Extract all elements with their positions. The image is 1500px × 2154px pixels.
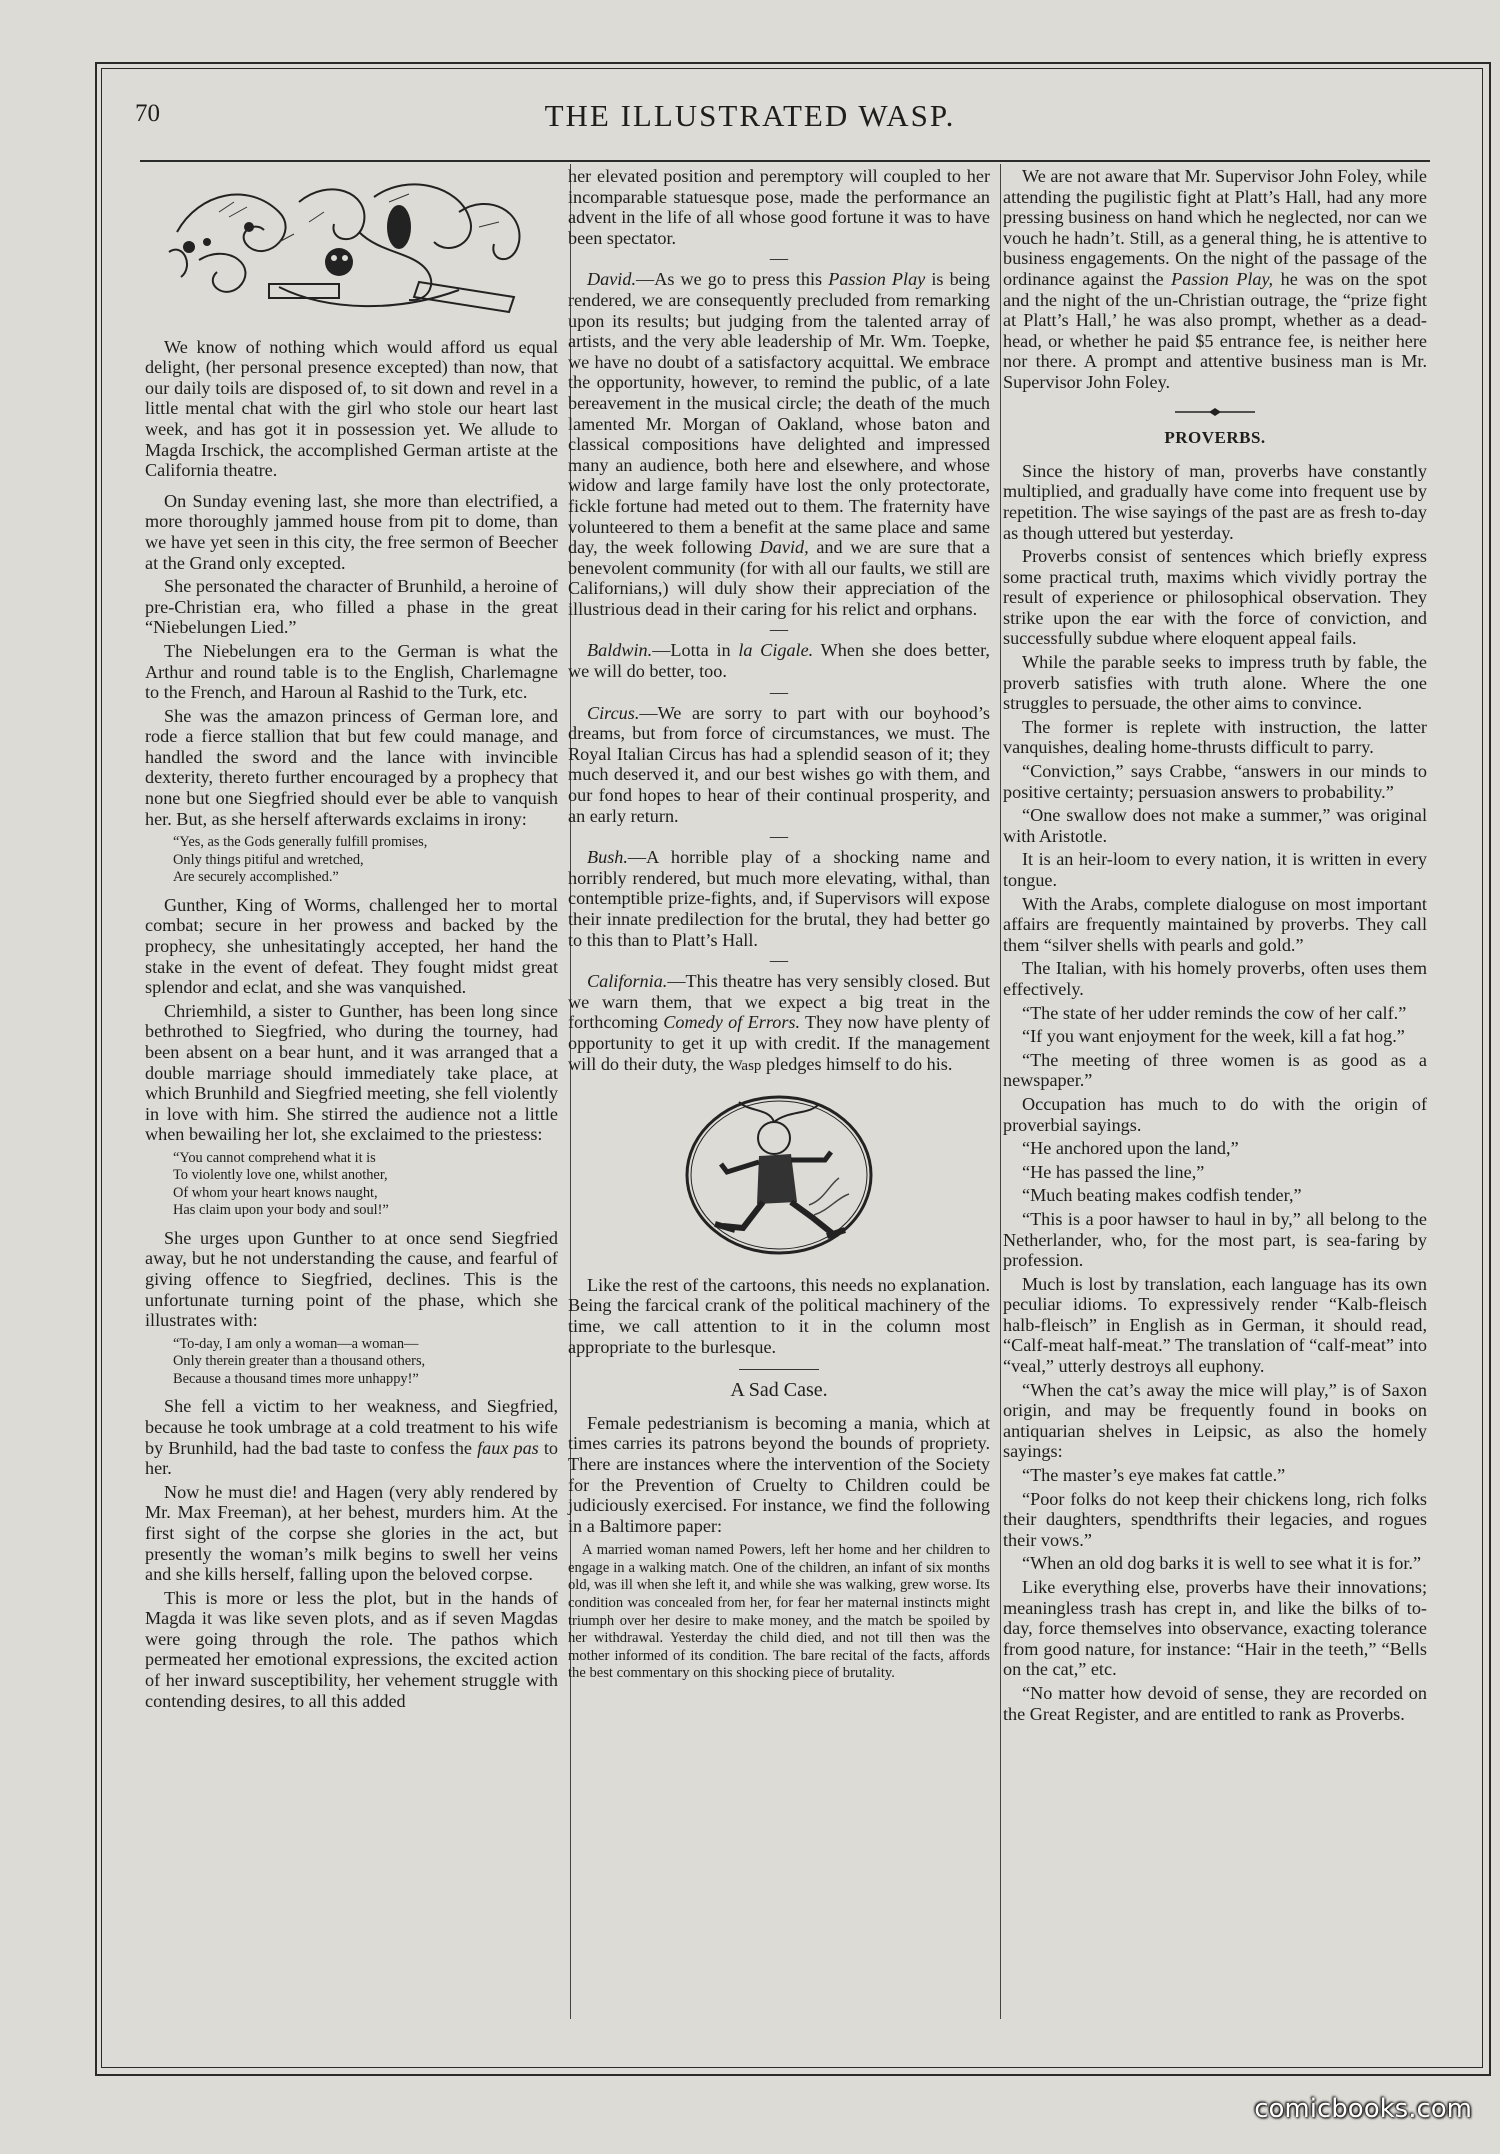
article-paragraph: It is an heir-loom to every nation, it is written in every tongue.: [1003, 849, 1427, 890]
article-paragraph: She fell a victim to her weakness, and Siegfried, because he took umbrage at a cold treatment to his wife by Brunhild, had the bad taste to confess the faux pas to her.: [145, 1396, 558, 1479]
article-paragraph: “The master’s eye makes fat cattle.”: [1022, 1465, 1286, 1486]
masthead-title: THE ILLUSTRATED WASP.: [544, 98, 956, 133]
poem-quote: “You cannot comprehend what it is To violently love one, whilst another, Of whom your heart knows naught, Has claim upon your body and soul!”: [173, 1149, 389, 1219]
article-paragraph: “The state of her udder reminds the cow of her calf.”: [1022, 1002, 1407, 1023]
divider: [739, 1369, 819, 1370]
poem-quote: “Yes, as the Gods generally fulfill promises, Only things pitiful and wretched, Are securely accomplished.”: [173, 834, 428, 886]
article-paragraph: “When an old dog barks it is well to see what it is for.”: [1022, 1553, 1422, 1574]
article-paragraph: “No matter how devoid of sense, they are recorded on the Great Register, and are entitled to rank as Proverbs.: [1003, 1682, 1427, 1724]
article-paragraph: “Conviction,” says Crabbe, “answers in our minds to positive certainty; persuasion answers to probability.”: [1003, 761, 1427, 802]
article-paragraph: Like everything else, proverbs have their innovations; meaningless trash has crept in, and like the bilks of to-day, force themselves into observance, exacting tolerance from good nature, for instance: “Hair in the teeth,” “Bells on the cat,” etc.: [1003, 1577, 1427, 1680]
article-paragraph: Since the history of man, proverbs have constantly multiplied, and gradually have come into frequent use by repetition. The wise sayings of the past are as fresh to-day as though uttered but yesterday.: [1003, 460, 1427, 543]
article-paragraph: We are not aware that Mr. Supervisor John Foley, while attending the pugilistic fight at Platt’s Hall, had any more pressing business on hand which he neglected, nor can we vouch he hadn’t. Still, as a general thing, he is attentive to business engagements. On the night of the passage of the ordinance against the Passion Play, he was on the spot and the night of the un-Christian outrage, the “prize fight at Platt’s Hall,’ he was also prompt, whether as a dead-head, or whether he paid $5 entrance fee, is neither here nor there. A prompt and attentive business man is Mr. Supervisor John Foley.: [1003, 166, 1427, 392]
section-dash: —: [769, 826, 789, 847]
column-rule-2: [1000, 164, 1001, 2019]
section-heading: A Sad Case.: [730, 1379, 828, 1402]
column-3: [1003, 166, 1427, 1727]
article-paragraph: Occupation has much to do with the origin of proverbial sayings.: [1003, 1093, 1427, 1135]
article-paragraph: She was the amazon princess of German lore, and rode a fierce stallion that but few could manage, and handled the sword and the lance with invincible dexterity, thereto further encouraged by a prophecy that none but one Siegfried should ever be able to vanquish her. But, as she herself afterwards exclaims in irony:: [145, 705, 558, 829]
column-2: [568, 166, 990, 1689]
article-paragraph: This is more or less the plot, but in the hands of Magda it was like seven plots, and as if seven Magdas were going through the role. The pathos which permeated her emotional expressions, the excited action of her inward susceptibility, her vehement struggle with contending desires, to all this added: [145, 1587, 558, 1711]
column-1: [145, 166, 558, 1714]
article-paragraph: her elevated position and peremptory will coupled to her incomparable statuesque pose, made the performance an advent in the life of all whose good fortune it was to have been spectator.: [568, 166, 990, 248]
article-paragraph: She urges upon Gunther to at once send Siegfried away, but he not understanding the cause, and fearful of giving offence to Siegfried, declines. This is the unfortunate turning point of the phase, which she illustrates with:: [145, 1227, 558, 1331]
section-dash: —: [769, 619, 789, 640]
article-paragraph: Now he must die! and Hagen (very ably rendered by Mr. Max Freeman), at her behest, murders him. At the first sight of the corpse she glories in the act, but presently the woman’s milk begins to swell her veins and she kills herself, falling upon the beloved corpse.: [145, 1481, 558, 1585]
cartoon-running-man-icon: [568, 1090, 990, 1265]
theatre-note-bush: Bush.—A horrible play of a shocking name and horribly rendered, but much more elevating, withal, than contemptible prize-fights, and, if Supervisors will expose their innate predilection for the brutal, they had better go to this than to Platt’s Hall.: [568, 847, 990, 950]
article-paragraph: Gunther, King of Worms, challenged her to mortal combat; secure in her prowess and backed by the prophecy, she unhesitatingly accepted, her hand the stake in the event of defeat. They fought midst great splendor and eclat, and she was vanquished.: [145, 894, 558, 998]
article-paragraph: The former is replete with instruction, the latter vanquishes, dealing home-thrusts difficult to parry.: [1003, 716, 1427, 758]
article-paragraph: “This is a poor hawser to haul in by,” all belong to the Netherlander, who, for the most part, is sea-faring by profession.: [1003, 1208, 1427, 1271]
cartoon-caption: Like the rest of the cartoons, this needs no explanation. Being the farcical crank of the political machinery of the time, we call attention to it in the column most appropriate to the burlesque.: [568, 1274, 990, 1357]
article-paragraph: With the Arabs, complete dialoguse on most important affairs are frequently maintained by proverbs. They call them “silver shells with pearls and gold.”: [1003, 893, 1427, 955]
article-paragraph: We know of nothing which would afford us equal delight, (her personal presence excepted) than now, that our daily toils are disposed of, to sit down and revel in a little mental chat with the girl who stole our heart last week, and has got it in possession yet. We allude to Magda Irschick, the accomplished German artiste at the California theatre.: [145, 336, 558, 481]
watermark: comicbooks.com: [1254, 2094, 1472, 2124]
article-paragraph: Proverbs consist of sentences which briefly express some practical truth, maxims which vividly portray the result of experience or philosophical observation. They strike upon the ear with the force of conviction, and successfully subdue where eloquent appeal fails.: [1003, 546, 1427, 649]
quoted-excerpt: A married woman named Powers, left her home and her children to engage in a walking match. One of the children, an infant of six months old, was ill when she left it, and while she was walking, grew worse. Its condition was concealed from her, for fear her maternal instincts might triumph over her desire to make money, and the match be spoiled by her withdrawal. Yesterday the child died, and not till then was the mother informed of its condition. The bare recital of the facts, affords the best commentary on this shocking piece of brutality.: [568, 1542, 990, 1682]
theatre-note-circus: Circus.—We are sorry to part with our boyhood’s dreams, but from force of circumstances, we must. The Royal Italian Circus has had a splendid season of it; they much deserved it, and our best wishes go with them, and our fond hopes to hear of their continual prosperity, and an early return.: [568, 702, 990, 826]
article-paragraph: “Much beating makes codfish tender,”: [1022, 1185, 1302, 1206]
article-paragraph: Much is lost by translation, each language has its own peculiar idioms. To expressively render “Kalb-fleisch halb-fleisch” in English as in German, it should read, “Calf-meat half-meat.” The translation of “calf-meat” into “veal,” utterly destroys all euphony.: [1003, 1273, 1427, 1377]
section-dash: —: [769, 950, 789, 971]
section-dash: —: [769, 681, 789, 702]
article-paragraph: On Sunday evening last, she more than electrified, a more thoroughly jammed house from pit to dome, than we have yet seen in this city, the free sermon of Beecher at the Grand only excepted.: [145, 490, 558, 573]
article-paragraph: “If you want enjoyment for the week, kill a fat hog.”: [1022, 1026, 1405, 1047]
ornament-headpiece-icon: [139, 172, 558, 329]
article-paragraph: The Niebelungen era to the German is what the Arthur and round table is to the English, Charlemagne to the French, and Haroun al Rashid to the Turk, etc.: [145, 640, 558, 703]
article-paragraph: Chriemhild, a sister to Gunther, has been long since bethrothed to Siegfried, who during the tourney, had been absent on a bear hunt, and it was arranged that a double marriage should immediately take place, at which Brunhild and Siegfried meeting, she fell violently in love with him. She stirred the audience not a little when bewailing her lot, she exclaimed to the priestess:: [145, 1000, 558, 1145]
article-paragraph: Female pedestrianism is becoming a mania, which at times carries its patrons beyond the bounds of propriety. There are instances where the intervention of the Society for the Prevention of Cruelty to Children could be judiciously exercised. For instance, we find the following in a Baltimore paper:: [568, 1412, 990, 1536]
article-paragraph: “Poor folks do not keep their chickens long, rich folks their daughters, spendthrifts their legacies, and rogues their vows.”: [1003, 1488, 1427, 1550]
theatre-note-david: David.—As we go to press this Passion Play is being rendered, we are consequently precluded from remarking upon its results; but judging from the talented array of artists, and the very able leadership of Mr. Wm. Toepke, we have no doubt of a satisfactory acquittal. We embrace the opportunity, however, to remind the public, of a late bereavement in the musical circle; the death of the much lamented Mr. Morgan of Oakland, whose baton and classical compositions have delighted and impressed many an audience, both here and elsewhere, and whose widow and large family have lost the only protectorate, fickle fortune had meted out to them. The fraternity have volunteered to them a benefit at the same place and same day, the week following David, and we are sure that a benevolent community (for with all our faults, we still are Californians,) will duly show their appreciation of the illustrious dead in their caring for his relict and orphans.: [568, 269, 990, 619]
article-paragraph: She personated the character of Brunhild, a heroine of pre-Christian era, who filled a phase in the great “Niebelungen Lied.”: [145, 576, 558, 638]
article-paragraph: “One swallow does not make a summer,” was original with Aristotle.: [1003, 805, 1427, 846]
divider-ornament-icon: [1003, 401, 1427, 422]
section-heading: PROVERBS.: [1164, 428, 1266, 448]
article-paragraph: “When the cat’s away the mice will play,” is of Saxon origin, and may be frequently found in books on antiquarian shelves in Leipsic, as also the homely sayings:: [1003, 1379, 1427, 1462]
article-paragraph: “The meeting of three women is as good as a newspaper.”: [1003, 1049, 1427, 1091]
article-paragraph: “He has passed the line,”: [1022, 1161, 1205, 1182]
section-dash: —: [769, 248, 789, 269]
article-paragraph: While the parable seeks to impress truth by fable, the proverb satisfies with truth alone. Where the one struggles to persuade, the other aims to convince.: [1003, 652, 1427, 714]
article-paragraph: “He anchored upon the land,”: [1022, 1138, 1239, 1159]
header-rule: [140, 160, 1430, 162]
article-paragraph: The Italian, with his homely proverbs, often uses them effectively.: [1003, 958, 1427, 999]
page-number: 70: [135, 100, 160, 127]
theatre-note-california: California.—This theatre has very sensibly closed. But we warn them, that we expect a big treat in the forthcoming Comedy of Errors. They now have plenty of opportunity to get it up with credit. If the management will do their duty, the Wasp pledges himself to do his.: [568, 971, 990, 1074]
poem-quote: “To-day, I am only a woman—a woman— Only therein greater than a thousand others, Because a thousand times more unhappy!”: [173, 1335, 426, 1387]
theatre-note-baldwin: Baldwin.—Lotta in la Cigale. When she does better, we will do better, too.: [568, 640, 990, 682]
